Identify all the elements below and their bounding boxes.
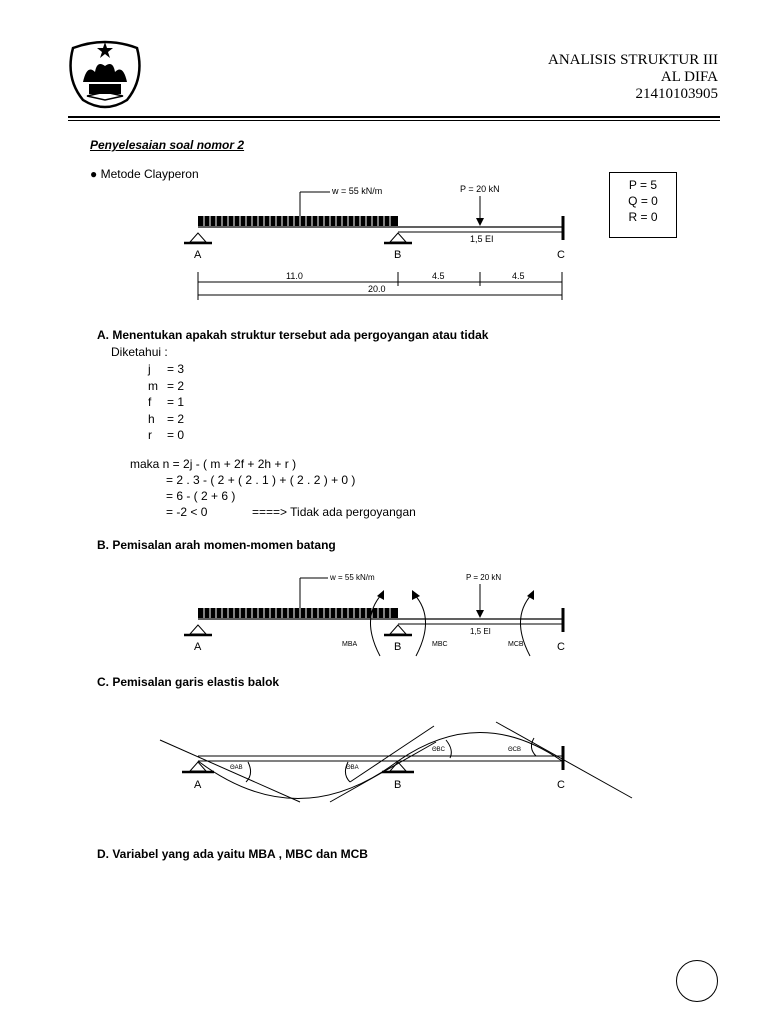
method-line xyxy=(90,167,199,181)
pqr-p: P = 5 xyxy=(628,178,658,192)
header-name: AL DIFA xyxy=(660,69,718,85)
angle-cb-label: ΘCB xyxy=(508,747,522,753)
var-r: r = 0 xyxy=(148,428,185,442)
angle-ab-icon xyxy=(246,762,251,782)
angle-ab-label: ΘAB xyxy=(230,765,243,771)
university-crest-icon xyxy=(65,38,145,112)
beam-diagram-1 xyxy=(170,180,590,300)
angle-ba-label: ΘBA xyxy=(346,765,359,771)
ei-label: 1,5 EI xyxy=(470,234,494,244)
pin-support-a-icon xyxy=(190,625,206,634)
moment-mba-icon xyxy=(370,594,382,656)
conclusion: ====> Tidak ada pergoyangan xyxy=(252,505,416,519)
node-c: C xyxy=(557,249,565,261)
section-c-title: C. Pemisalan garis elastis balok xyxy=(97,675,280,689)
section-a-title: A. Menentukan apakah struktur tersebut ada pergoyangan atau tidak xyxy=(97,328,489,342)
page-subtitle: Penyelesaian soal nomor 2 xyxy=(90,138,245,152)
point-load-arrow xyxy=(476,610,484,618)
var-h: h = 2 xyxy=(148,411,185,426)
moment-mcb-label: MCB xyxy=(508,641,524,648)
node-a: A xyxy=(194,249,202,261)
pqr-box xyxy=(609,172,677,238)
load-p-label: P = 20 kN xyxy=(466,573,502,582)
beam-diagram-2 xyxy=(170,568,590,660)
pin-support-b-icon xyxy=(390,625,406,634)
header-course: ANALISIS STRUKTUR III xyxy=(548,52,718,68)
dim-3: 4.5 xyxy=(512,271,525,281)
node-c: C xyxy=(557,641,565,653)
method-label: Metode Clayperon xyxy=(100,167,199,181)
bullet-icon: ● xyxy=(90,167,98,181)
dim-total: 20.0 xyxy=(368,284,386,294)
variable-list xyxy=(148,361,184,444)
dim-2: 4.5 xyxy=(432,271,445,281)
var-m: m = 2 xyxy=(148,378,185,393)
dim-1: 11.0 xyxy=(286,271,303,281)
load-w-label: w = 55 kN/m xyxy=(332,186,383,196)
node-b: B xyxy=(394,779,402,791)
var-j: j = 3 xyxy=(148,362,185,376)
pin-support-b-icon xyxy=(390,233,406,242)
node-b: B xyxy=(394,641,402,653)
header-id: 21410103905 xyxy=(635,86,718,102)
angle-bc-label: ΘBC xyxy=(432,747,446,753)
moment-mba-label: MBA xyxy=(342,641,358,648)
node-a: A xyxy=(194,641,202,653)
node-c: C xyxy=(557,779,565,791)
moment-mbc-icon xyxy=(414,594,426,656)
section-d-title: D. Variabel yang ada yaitu MBA , MBC dan MCB xyxy=(97,847,368,861)
pqr-q: Q = 0 xyxy=(628,194,658,208)
load-p-label: P = 20 kN xyxy=(460,184,500,194)
elastic-line-diagram xyxy=(150,718,640,806)
angle-bc-icon xyxy=(446,740,451,758)
known-label: Diketahui : xyxy=(111,345,168,359)
calc-line-4: = -2 < 0 xyxy=(166,505,208,519)
page-number-circle xyxy=(676,960,718,1002)
var-f: f = 1 xyxy=(148,395,185,409)
section-b-title: B. Pemisalan arah momen-momen batang xyxy=(97,538,336,552)
moment-mbc-label: MBC xyxy=(432,641,448,648)
header-rule-thin xyxy=(68,120,720,121)
angle-cb-icon xyxy=(531,738,536,756)
header-rule xyxy=(68,116,720,118)
pin-support-a-icon xyxy=(190,233,206,242)
elastic-curve-bc xyxy=(398,733,562,762)
calc-line-2: = 2 . 3 - ( 2 + ( 2 . 1 ) + ( 2 . 2 ) + 0 ) xyxy=(166,473,356,487)
load-w-label: w = 55 kN/m xyxy=(330,573,375,582)
node-a: A xyxy=(194,779,202,791)
pqr-r: R = 0 xyxy=(628,210,658,224)
calc-line-1: maka n = 2j - ( m + 2f + 2h + r ) xyxy=(130,457,297,471)
node-b: B xyxy=(394,249,402,261)
elastic-curve-ab xyxy=(198,761,398,799)
ei-label: 1,5 EI xyxy=(470,627,491,636)
pin-support-a-icon xyxy=(190,762,206,771)
calc-line-3: = 6 - ( 2 + 6 ) xyxy=(166,489,236,503)
